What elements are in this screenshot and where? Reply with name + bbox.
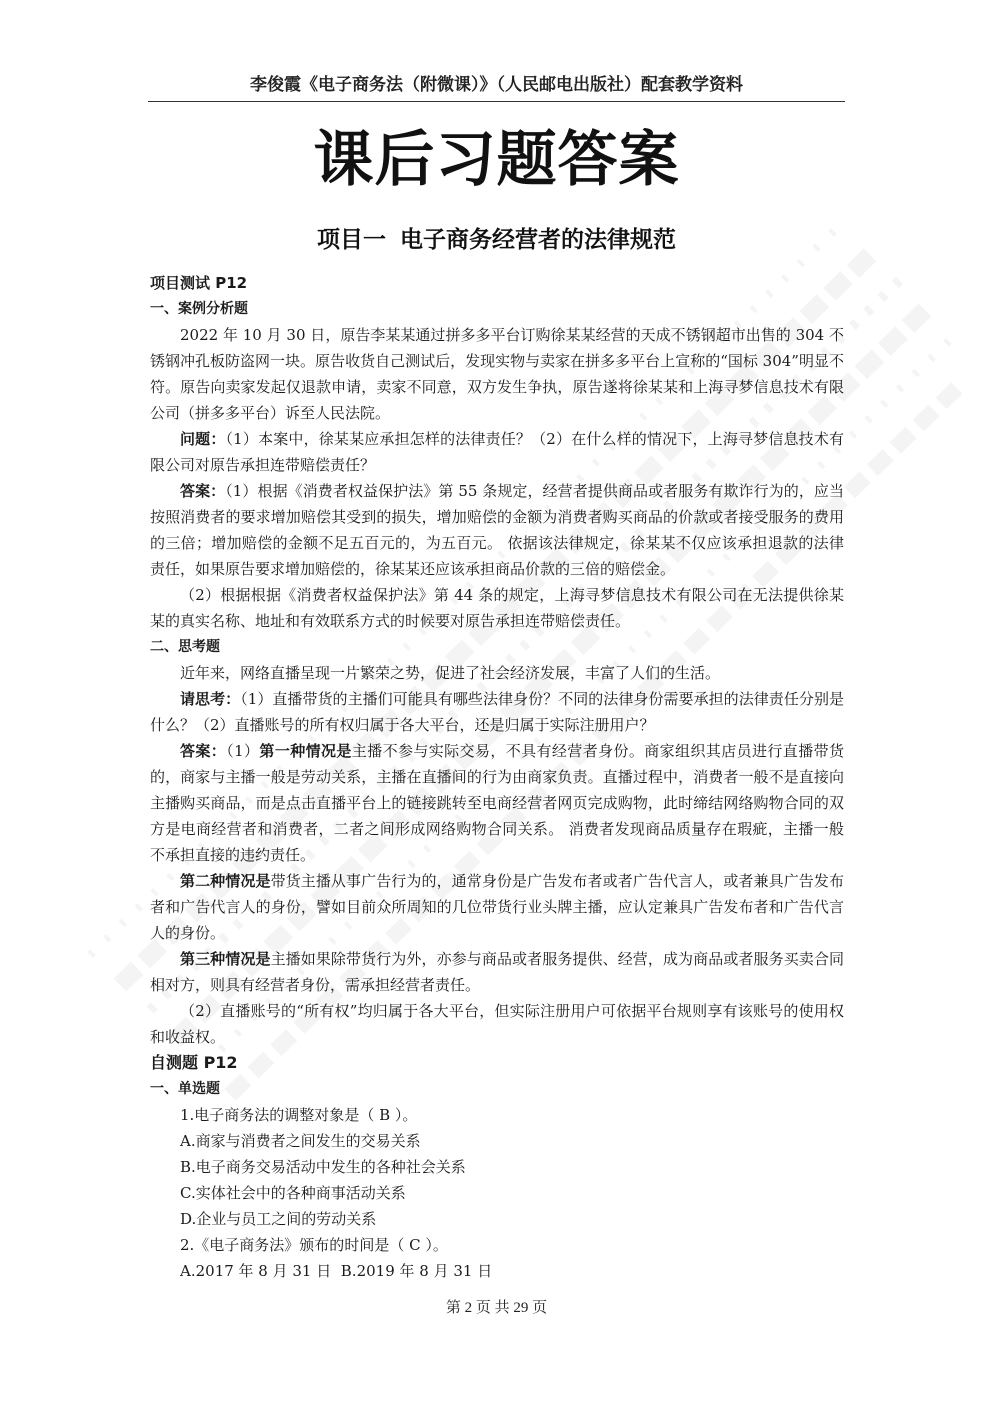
options-line: A.2017 年 8 月 31 日 B.2019 年 8 月 31 日: [180, 1262, 493, 1280]
reflection-answer-2: （2）直播账号的“所有权”均归属于各大平台，但实际注册用户可依据平台规则享有该账号的使用权和收益权。: [150, 1002, 844, 1046]
reflection-answer-case-1: [150, 738, 844, 868]
reflection-question: [150, 686, 844, 738]
case-answer-2: （2）根据根据《消费者权益保护法》第 44 条的规定，上海寻梦信息技术有限公司在无法提供徐某某的真实名称、地址和有效联系方式的时候要对原告承担连带赔偿责任。: [150, 586, 844, 630]
reflection-answer-case-2: [150, 868, 844, 946]
question-label: 问题：: [180, 430, 226, 448]
page-number: 第 2 页 共 29 页: [445, 1300, 548, 1316]
case-2-label: 第二种情况是: [180, 872, 271, 890]
case-answer-1: [150, 478, 844, 582]
content-body: [150, 270, 844, 1284]
question-text: （1）直播带货的主播们可能具有哪些法律身份？不同的法律身份需要承担的法律责任分别是什么？（2）直播账号的所有权归属于各大平台，还是归属于实际注册用户？: [150, 690, 844, 734]
case-3-text: 主播如果除带货行为外，亦参与商品或者服务提供、经营，成为商品或者服务买卖合同相对方，则具有经营者身份，需承担经营者责任。: [150, 950, 844, 994]
page-title: 课后习题答案: [313, 125, 680, 195]
case-3-label: 第三种情况是: [180, 950, 271, 968]
option-d: D.企业与员工之间的劳动关系: [180, 1210, 377, 1228]
case-question: [150, 426, 844, 478]
header-rule: [148, 101, 845, 102]
subsection-heading-case-analysis: 一、案例分析题: [150, 301, 248, 317]
reflection-answer-case-3: [150, 946, 844, 998]
reflection-intro: 近年来，网络直播呈现一片繁荣之势，促进了社会经济发展，丰富了人们的生活。: [180, 664, 721, 682]
answer-label: 答案：: [180, 742, 227, 760]
question-text: （1）本案中，徐某某应承担怎样的法律责任？（2）在什么样的情况下，上海寻梦信息技术有限公司对原告承担连带赔偿责任？: [150, 430, 844, 474]
answer-label: 答案：: [180, 482, 226, 500]
answer-number: （1）: [226, 742, 260, 760]
option-c: C.实体社会中的各种商事活动关系: [180, 1184, 406, 1202]
question-stem-2: 2.《电子商务法》颁布的时间是（ C ）。: [180, 1236, 448, 1254]
subsection-heading-reflection: 二、思考题: [150, 639, 220, 655]
question-stem-1: 1.电子商务法的调整对象是（ B ）。: [180, 1106, 418, 1124]
option-a: A.商家与消费者之间发生的交易关系: [180, 1132, 421, 1150]
case-1-text: 主播不参与实际交易，不具有经营者身份。商家组织其店员进行直播带货的，商家与主播一般是劳动关系，主播在直播间的行为由商家负责。直播过程中，消费者一般不是直接向主播购买商品，而是点击直播平台上的链接跳转至电商经营者网页完成购物，此时缔结网络购物合同的双方是电商经营者和消费者，二者之间形成网络购物合同关系。 消费者发现商品质量存在瑕疵，主播一般不承担直接的违约责任。: [150, 742, 844, 864]
question-label: 请思考：: [180, 690, 241, 708]
case-2-text: 带货主播从事广告行为的，通常身份是广告发布者或者广告代言人，或者兼具广告发布者和广告代言人的身份，譬如目前众所周知的几位带货行业头牌主播，应认定兼具广告发布者和广告代言人的身份。: [150, 872, 844, 942]
option-b: B.电子商务交易活动中发生的各种社会关系: [180, 1158, 466, 1176]
answer-text: （1）根据《消费者权益保护法》第 55 条规定，经营者提供商品或者服务有欺诈行为的，应当按照消费者的要求增加赔偿其受到的损失，增加赔偿的金额为消费者购买商品的价款或者接受服务的费用的三倍；增加赔偿的金额不足五百元的，为五百元。 依据该法律规定，徐某某不仅应该承担退款的法律责任，如果原告要求增加赔偿的，徐某某还应该承担商品价款的三倍的赔偿金。: [150, 482, 844, 578]
page-subtitle: 项目一 电子商务经营者的法律规范: [316, 227, 676, 253]
section-heading-self-test: 自测题 P12: [150, 1053, 238, 1072]
subsection-heading-single-choice: 一、单选题: [150, 1081, 220, 1097]
case-1-label: 第一种情况是: [259, 742, 352, 760]
section-heading-project-test: 项目测试 P12: [150, 274, 248, 292]
running-header: 李俊霞《电子商务法（附微课）》（人民邮电出版社）配套教学资料: [250, 75, 743, 95]
case-description: 2022 年 10 月 30 日，原告李某某通过拼多多平台订购徐某某经营的天成不锈钢超市出售的 304 不锈钢冲孔板防盗网一块。原告收货自己测试后，发现实物与卖家在拼多多平台上宣称的“国标 304”明显不符。原告向卖家发起仅退款申请，卖家不同意，双方发生争执，原告遂将徐某某和上海寻梦信息技术有限公司（拼多多平台）诉至人民法院。: [150, 326, 844, 422]
